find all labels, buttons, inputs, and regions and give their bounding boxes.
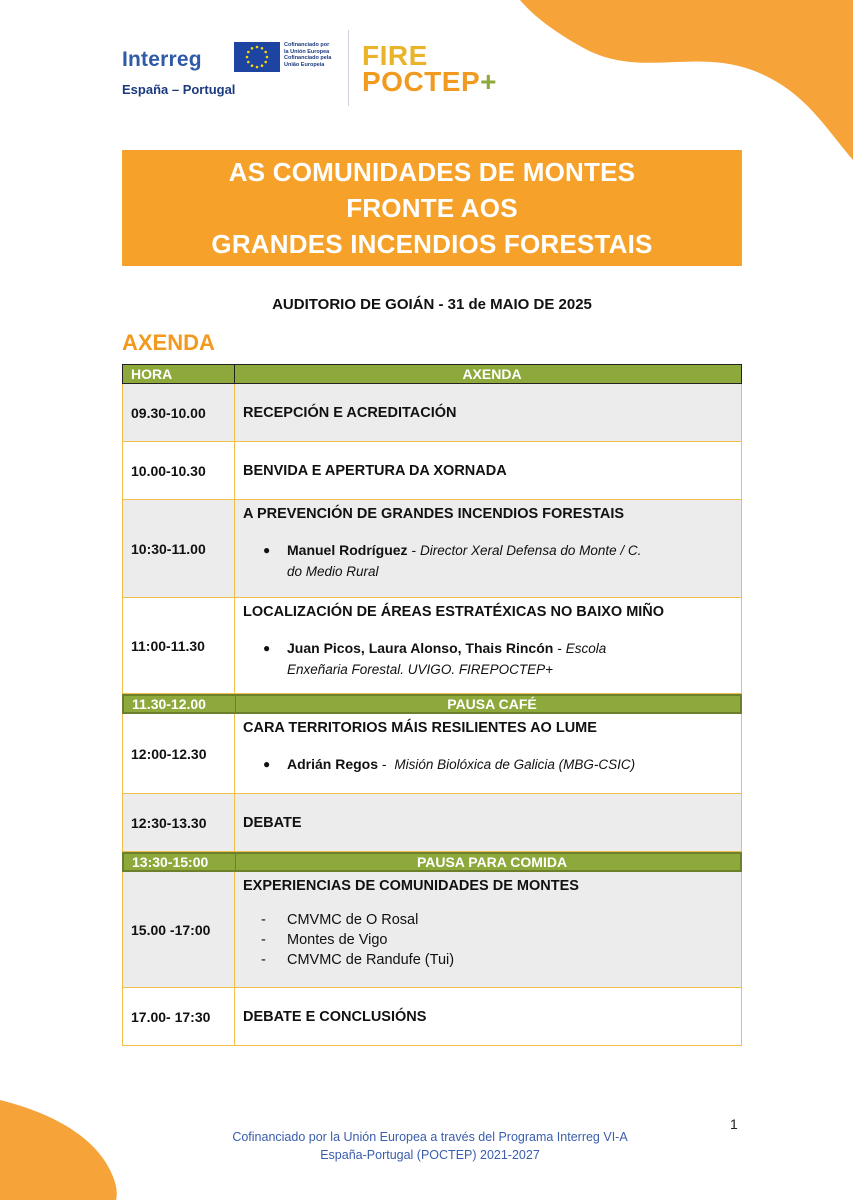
title-line-3: GRANDES INCENDIOS FORESTAIS — [211, 229, 653, 259]
table-header — [122, 364, 742, 384]
col-header-time: HORA — [123, 365, 235, 383]
header-logos — [122, 40, 622, 106]
table-row: 09.30-10.00 RECEPCIÓN E ACREDITACIÓN — [122, 384, 742, 442]
community-list — [261, 910, 454, 970]
title-banner — [122, 150, 742, 266]
table-row: 10:30-11.00 A PREVENCIÓN DE GRANDES INCENDIOS FORESTAIS ● Manuel Rodríguez - Director Xeral Defensa do Monte / C. do Medio Rural — [122, 500, 742, 598]
col-header-agenda: AXENDA — [235, 365, 741, 383]
region-label: España – Portugal — [122, 82, 236, 97]
list-item: - CMVMC de Randufe (Tui) — [261, 952, 455, 968]
table-row: 17.00- 17:30 DEBATE E CONCLUSIÓNS — [122, 988, 742, 1046]
section-heading: AXENDA — [122, 330, 215, 355]
footer-funding-text: Cofinanciado por la Unión Europea a través del Programa Interreg VI-A España-Portugal (POCTEP) 2021-2027 — [232, 1130, 628, 1162]
venue-date: AUDITORIO DE GOIÁN - 31 de MAIO DE 2025 — [272, 296, 592, 313]
table-row-break: 13:30-15:00 PAUSA PARA COMIDA — [122, 852, 742, 872]
table-row: 12:30-13.30 DEBATE — [122, 794, 742, 852]
table-row: 15.00 -17:00 EXPERIENCIAS DE COMUNIDADES DE MONTES - CMVMC de O Rosal - Montes de Vigo - CMVMC de Randufe (Tui) — [122, 872, 742, 988]
title-line-2: FRONTE AOS — [346, 193, 518, 223]
list-item: - CMVMC de O Rosal — [261, 912, 419, 928]
table-row: 10.00-10.30 BENVIDA E APERTURA DA XORNADA — [122, 442, 742, 500]
table-row: 12:00-12.30 CARA TERRITORIOS MÁIS RESILIENTES AO LUME ● Adrián Regos - Misión Biolóxica de Galicia (MBG-CSIC) — [122, 714, 742, 794]
list-item: - Montes de Vigo — [261, 932, 388, 948]
header-divider — [348, 30, 349, 106]
title-line-1: AS COMUNIDADES DE MONTES — [228, 157, 636, 187]
eu-cofinancing-text: Cofinanciado por la Unión Europea Cofinanciado pela União Europeia — [284, 42, 332, 68]
table-row-break: 11.30-12.00 PAUSA CAFÉ — [122, 694, 742, 714]
agenda-table — [122, 364, 742, 1046]
interreg-logo: Interreg — [122, 48, 202, 71]
eu-flag-icon — [234, 42, 280, 72]
firepoctep-logo: FIRE POCTEP+ — [362, 40, 497, 97]
page-number: 1 — [730, 1116, 738, 1132]
table-row: 11:00-11.30 LOCALIZACIÓN DE ÁREAS ESTRATÉXICAS NO BAIXO MIÑO ● Juan Picos, Laura Alonso, Thais Rincón - Escola Enxeñaria Forestal. UVIGO. FIREPOCTEP+ — [122, 598, 742, 694]
decorative-orange-shape-bottom — [0, 1100, 120, 1200]
